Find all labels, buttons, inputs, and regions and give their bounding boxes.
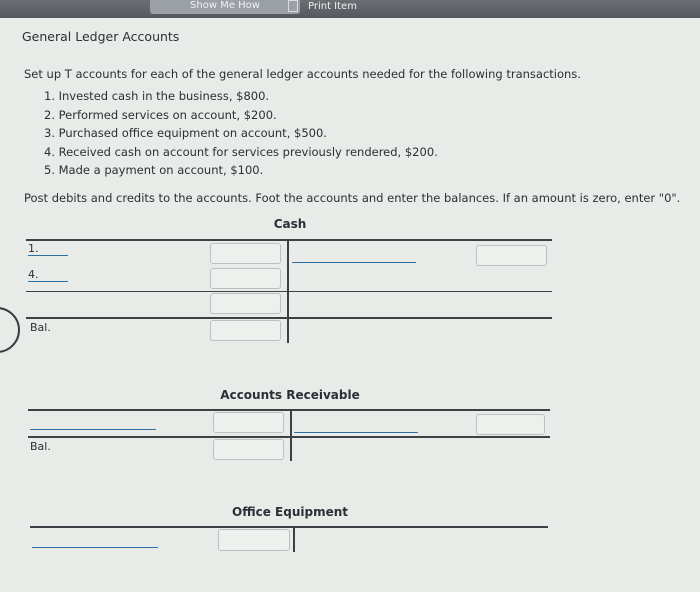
cash-debit-amount-1[interactable] <box>210 243 281 264</box>
cash-debit-total[interactable] <box>210 293 281 314</box>
cash-balance-amount[interactable] <box>210 320 281 341</box>
page-title: General Ledger Accounts <box>22 29 180 44</box>
oe-center-line <box>293 526 295 552</box>
cash-account-title: Cash <box>273 217 307 231</box>
office-equipment-title: Office Equipment <box>232 505 348 519</box>
instructions-text: Set up T accounts for each of the general ledger accounts needed for the following transactions. <box>24 67 581 81</box>
transaction-item: 5. Made a payment on account, $100. <box>44 163 264 177</box>
ar-credit-ref-field[interactable] <box>294 432 418 433</box>
print-item-label: Print Item <box>308 1 357 12</box>
show-me-how-tab[interactable]: Show Me How <box>150 0 300 14</box>
oe-debit-ref-field[interactable] <box>32 547 158 548</box>
ar-balance-label: Bal. <box>30 440 51 453</box>
posting-instructions: Post debits and credits to the accounts. Foot the accounts and enter the balances. If an amount is zero, enter "0". <box>24 191 681 205</box>
oe-debit-amount-1[interactable] <box>218 529 290 551</box>
print-icon <box>288 0 298 12</box>
cash-credit-amount-1[interactable] <box>476 245 547 266</box>
cash-footing-line <box>26 291 552 292</box>
cash-debit-amount-2[interactable] <box>210 268 281 289</box>
ar-balance-line <box>28 436 550 438</box>
transaction-list <box>44 87 438 180</box>
transaction-item: 2. Performed services on account, $200. <box>44 107 277 122</box>
ar-debit-ref-field[interactable] <box>30 429 156 430</box>
print-item-tab[interactable] <box>288 0 368 14</box>
cash-credit-ref-field[interactable] <box>292 262 416 263</box>
cash-top-line <box>26 239 552 241</box>
accounts-receivable-title: Accounts Receivable <box>220 388 360 402</box>
cash-entry-ref-1: 1. <box>28 242 68 256</box>
cash-balance-label: Bal. <box>30 321 51 334</box>
transaction-item: 1. Invested cash in the business, $800. <box>44 89 270 103</box>
side-nav-circle[interactable] <box>0 307 20 353</box>
top-toolbar <box>0 0 700 18</box>
oe-top-line <box>30 526 548 528</box>
cash-balance-line <box>26 317 552 319</box>
ar-center-line <box>290 409 292 461</box>
ar-debit-amount-1[interactable] <box>213 412 284 433</box>
transaction-item: 3. Purchased office equipment on account, $500. <box>44 126 327 140</box>
ar-top-line <box>28 409 550 411</box>
ar-balance-amount[interactable] <box>213 439 284 460</box>
ar-credit-amount-1[interactable] <box>476 414 545 435</box>
cash-entry-ref-4: 4. <box>28 268 68 282</box>
transaction-item: 4. Received cash on account for services previously rendered, $200. <box>44 144 438 159</box>
